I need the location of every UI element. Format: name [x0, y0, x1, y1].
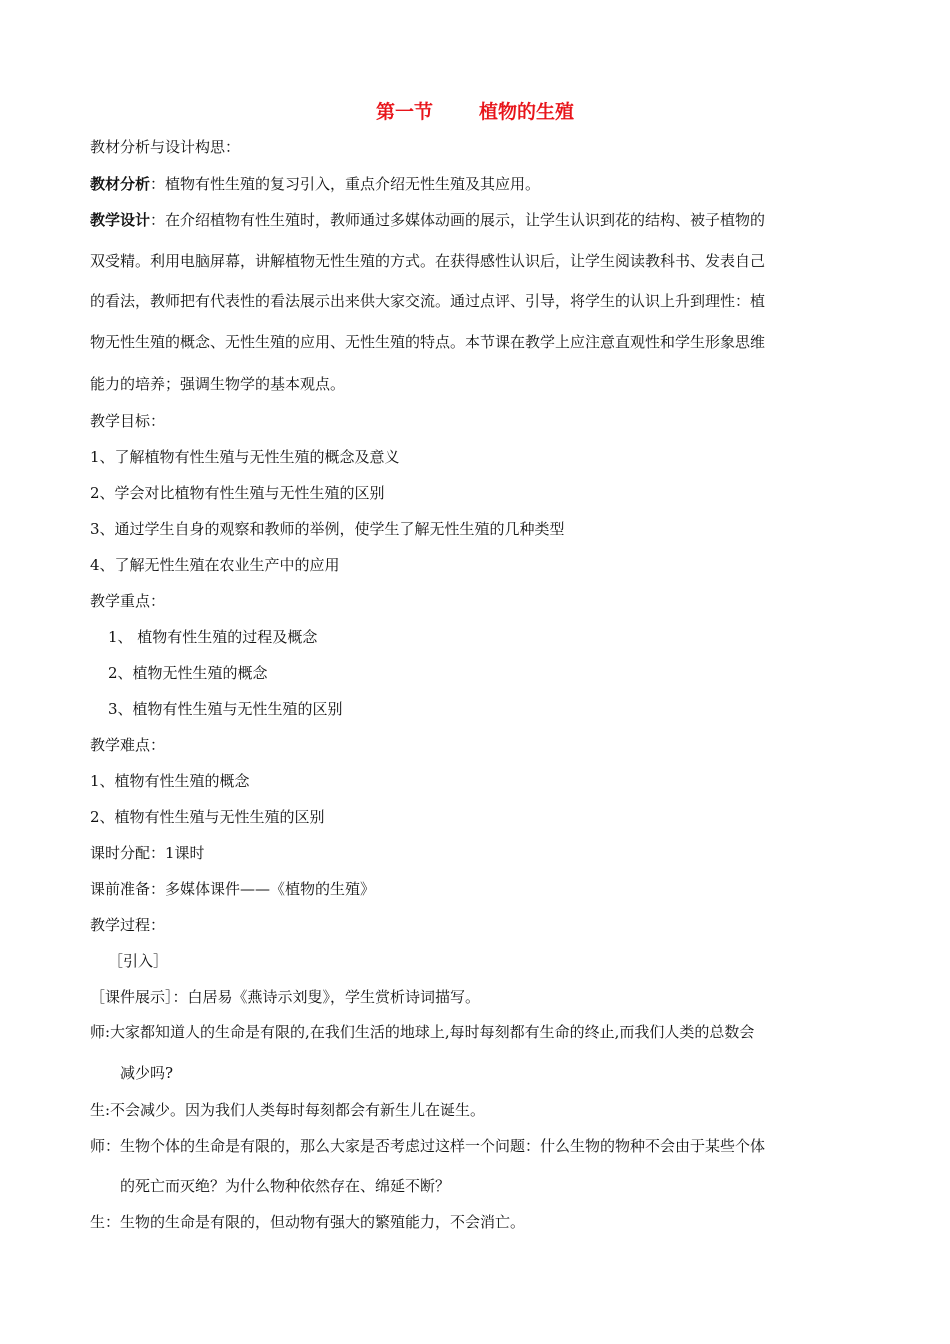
title-topic: 植物的生殖: [479, 101, 575, 123]
goal-item: 2、学会对比植物有性生殖与无性生殖的区别: [90, 484, 385, 502]
analysis-heading: 教材分析与设计构思：: [90, 138, 241, 156]
process-heading: 教学过程：: [90, 916, 166, 934]
difficulty-item: 2、植物有性生殖与无性生殖的区别: [90, 808, 325, 826]
process-line: 的死亡而灭绝？为什么物种依然存在、绵延不断？: [120, 1177, 451, 1195]
key-point-item: 3、植物有性生殖与无性生殖的区别: [108, 700, 343, 718]
design-line: 双受精。利用电脑屏幕，讲解植物无性生殖的方式。在获得感性认识后，让学生阅读教科书、发表自己: [90, 252, 766, 270]
design-line: 能力的培养；强调生物学的基本观点。: [90, 375, 346, 393]
goal-item: 1、了解植物有性生殖与无性生殖的概念及意义: [90, 448, 400, 466]
design-line: 物无性生殖的概念、无性生殖的应用、无性生殖的特点。本节课在教学上应注意直观性和学生形象思维: [90, 333, 766, 351]
process-line: 师：生物个体的生命是有限的，那么大家是否考虑过这样一个问题：什么生物的物种不会由于某些个体: [90, 1137, 766, 1155]
difficulties-heading: 教学难点：: [90, 736, 166, 754]
process-line: 生:不会减少。因为我们人类每时每刻都会有新生儿在诞生。: [90, 1101, 486, 1119]
title-section-number: 第一节: [375, 101, 433, 123]
process-line: 师:大家都知道人的生命是有限的,在我们生活的地球上,每时每刻都有生命的终止,而我们人类的总数会: [90, 1023, 755, 1041]
key-point-item: 2、植物无性生殖的概念: [108, 664, 268, 682]
process-line: 减少吗?: [120, 1064, 174, 1082]
difficulty-item: 1、植物有性生殖的概念: [90, 772, 250, 790]
analysis-label: 教材分析: [90, 175, 151, 193]
process-line: 生：生物的生命是有限的，但动物有强大的繁殖能力，不会消亡。: [90, 1213, 526, 1231]
design-label: 教学设计: [90, 211, 151, 229]
goal-item: 4、了解无性生殖在农业生产中的应用: [90, 556, 340, 574]
design-line: 的看法，教师把有代表性的看法展示出来供大家交流。通过点评、引导，将学生的认识上升到理性：植: [90, 292, 766, 310]
analysis-text: ：植物有性生殖的复习引入，重点介绍无性生殖及其应用。: [150, 175, 541, 193]
key-point-item: 1、 植物有性生殖的过程及概念: [108, 628, 318, 646]
preparation-line: 课前准备：多媒体课件——《植物的生殖》: [90, 880, 376, 898]
process-line: ［课件展示］：白居易《燕诗示刘叟》，学生赏析诗词描写。: [90, 988, 481, 1006]
goal-item: 3、通过学生自身的观察和教师的举例，使学生了解无性生殖的几种类型: [90, 520, 565, 538]
intro-marker: ［引入］: [108, 952, 169, 970]
page-title: [0, 96, 950, 128]
design-line: 教学设计：在介绍植物有性生殖时，教师通过多媒体动画的展示，让学生认识到花的结构、被子植物的: [90, 211, 766, 229]
schedule-line: 课时分配：1课时: [90, 844, 205, 862]
analysis-paragraph: [90, 173, 870, 195]
goals-heading: 教学目标：: [90, 412, 166, 430]
key-points-heading: 教学重点：: [90, 592, 166, 610]
